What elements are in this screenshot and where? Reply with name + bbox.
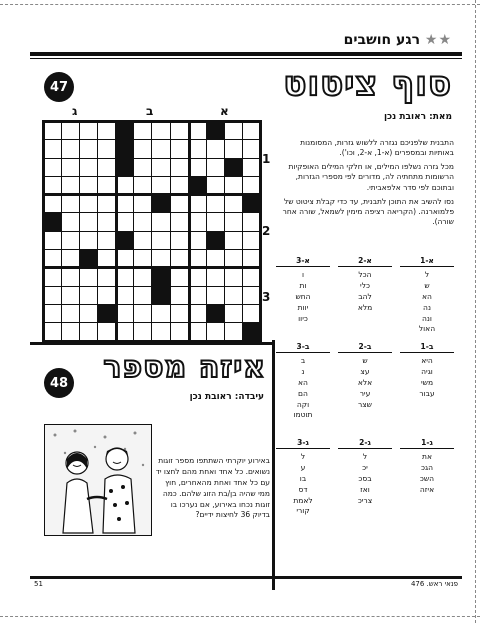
stars-icon: ★★ — [424, 32, 452, 48]
puzzle-number-badge: 48 — [44, 368, 74, 398]
word: שצר — [358, 399, 372, 409]
word: ע — [300, 462, 306, 472]
word: יכ — [362, 462, 368, 472]
word: משי — [420, 377, 434, 387]
word-group-header: א-3 — [276, 256, 330, 267]
word-groups-row-3 — [276, 438, 454, 517]
word-groups-row-1 — [276, 256, 454, 335]
grid-table[interactable] — [42, 120, 262, 343]
word: עצ — [360, 366, 370, 376]
row-label: 1 — [262, 152, 271, 166]
word: עבור — [419, 388, 435, 398]
word-group — [276, 256, 330, 335]
word: את — [422, 452, 432, 461]
word: דס — [298, 484, 308, 494]
word-group — [338, 256, 392, 335]
word-group — [400, 256, 454, 335]
puzzle-author: מאת: ראובת נכן — [383, 112, 452, 122]
word: ש — [362, 356, 368, 365]
cut-line-top — [0, 4, 480, 5]
word: אלא — [357, 377, 373, 387]
word: צריכ — [357, 495, 373, 505]
cut-line-bottom — [0, 616, 480, 617]
word: נ — [301, 366, 305, 376]
magazine-name: פנאי ראש. 476 — [410, 580, 458, 588]
word: החש — [295, 291, 311, 301]
puzzle-grid[interactable] — [42, 120, 262, 340]
couple-handshake-illustration — [44, 424, 152, 536]
word: נה — [423, 302, 431, 312]
word: קורי — [296, 506, 310, 516]
word: ב — [300, 356, 306, 365]
column-label: ב — [146, 104, 154, 118]
word-group — [276, 438, 330, 517]
word-group-header: א-1 — [400, 256, 454, 267]
word-group-header: ב-3 — [276, 342, 330, 353]
word: הגכ — [421, 462, 433, 472]
word-group — [400, 438, 454, 517]
section-divider — [30, 342, 272, 345]
word: תוטמו — [293, 410, 313, 420]
word: איזה — [419, 484, 435, 494]
section-header — [344, 32, 452, 48]
footer-rule — [30, 576, 462, 579]
instructions-paragraph: נסו להשיב את התוכן לתבנית, עד כדי קבלת ציטוט של פלמוארנה. (הקריאה רציפה מימין לשמאל, שורה אחר שורה). — [282, 196, 454, 226]
word: ואז — [360, 484, 370, 494]
puzzle-title: סוף ציטוט — [283, 64, 452, 104]
word: הם — [298, 388, 308, 398]
word: להב — [358, 291, 372, 301]
word: כלי — [360, 280, 370, 290]
word-groups-row-2 — [276, 342, 454, 421]
word: בו — [299, 473, 307, 483]
instructions-paragraph: התבנית שלפניכם נגזרה ללשוש גזרות, המסומנות באותיות ובמספרים (א-1, א-2, וכו'). — [300, 138, 454, 158]
puzzle-number-badge: 47 — [44, 72, 74, 102]
header-rule-thin — [30, 58, 462, 59]
word-group-header: א-2 — [338, 256, 392, 267]
word: מלא — [357, 302, 373, 312]
word-group — [338, 342, 392, 421]
puzzle-author: עיבדה: ראובת נכן — [189, 392, 264, 402]
word-group-header: ב-2 — [338, 342, 392, 353]
word-group-header: ג-2 — [338, 438, 392, 449]
word: ש — [424, 280, 430, 290]
word-group — [338, 438, 392, 517]
word: הא — [422, 291, 432, 301]
word: ל — [362, 452, 368, 461]
word-group-header: ג-3 — [276, 438, 330, 449]
word: בסכ — [358, 473, 372, 483]
instructions-paragraph: מכל גזרה נשלפו המילים, או חלקי המילים האופקיות הרשומות מתחתיה לה, מדורים לפי מספרי הגזרות, ובתוכם לפי סדר אלפאביתי. — [288, 162, 454, 192]
word: ו — [301, 270, 305, 279]
word-group — [400, 342, 454, 421]
word: הכל — [358, 270, 372, 279]
puzzle-question: באירוע יוקרתי השתתפו מספר זוגות נשואים. כל אחד ואחת מהם לחצו יד עם כל אחד ואחת מהאחרים, חוץ ממי שהיה בן/בת הזוג שלהם. כמה זוגות נכחו באירוע, אם נערכו בו בדיוק 36 לחיצות ידיים? — [155, 456, 270, 520]
cut-line-right — [475, 0, 476, 623]
word: עיר — [359, 388, 371, 398]
column-divider — [272, 340, 275, 590]
magazine-page — [30, 20, 462, 592]
word: האול — [418, 324, 436, 334]
row-label: 2 — [262, 224, 271, 238]
word: לאמת — [293, 495, 313, 505]
word: השכ — [419, 473, 435, 483]
word: ות — [299, 280, 307, 290]
couple-handshake-icon — [45, 425, 151, 535]
word: ל — [300, 452, 306, 461]
word-group-header: ג-1 — [400, 438, 454, 449]
word: כיוו — [298, 313, 308, 323]
word: יוות — [297, 302, 309, 312]
word-group-header: ב-1 — [400, 342, 454, 353]
page-number: 51 — [34, 580, 43, 588]
puzzle-title: איזה מספר — [103, 350, 266, 385]
header-rule — [30, 52, 462, 56]
column-label: ג — [72, 104, 78, 118]
column-label: א — [220, 104, 229, 118]
word: ונה — [422, 313, 432, 323]
word: ל — [424, 270, 430, 279]
word: היא — [421, 356, 433, 365]
row-label: 3 — [262, 290, 271, 304]
section-title: רגע חושבים — [343, 32, 421, 48]
word: וגיה — [421, 366, 433, 376]
word-group — [276, 342, 330, 421]
word: וקה — [296, 399, 310, 409]
word: הא — [298, 377, 308, 387]
puzzle-instructions — [276, 138, 454, 231]
